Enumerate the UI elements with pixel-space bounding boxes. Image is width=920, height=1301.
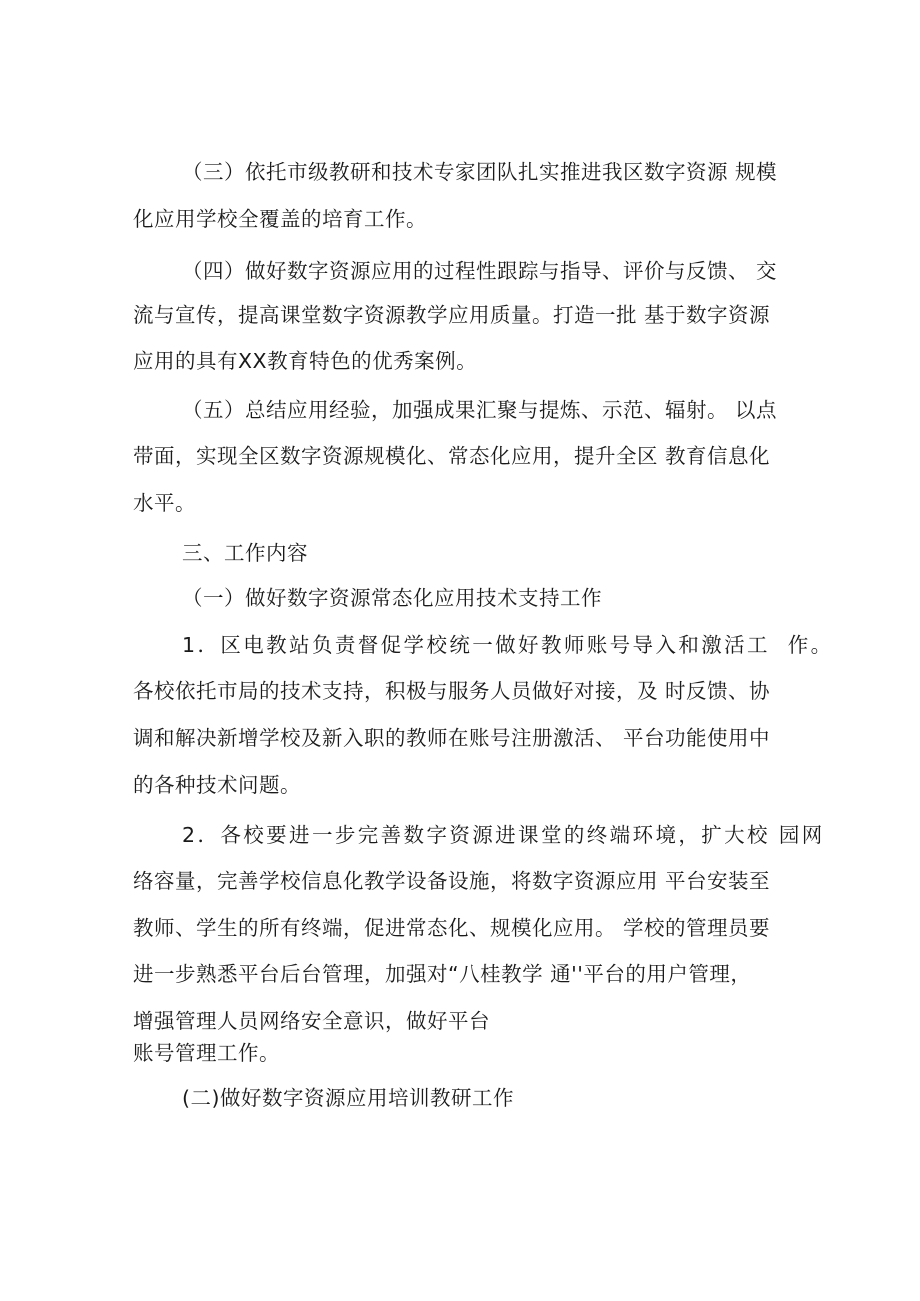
item-1-line-3: 调和解决新增学校及新入职的教师在账号注册激活、 平台功能使用中 bbox=[133, 726, 771, 750]
section-heading: 三、工作内容 bbox=[182, 541, 308, 565]
paragraph-3-line-1: （三）依托市级教研和技术专家团队扎实推进我区数字资源 规模 bbox=[182, 160, 778, 184]
subsection-heading-1: （一）做好数字资源常态化应用技术支持工作 bbox=[182, 586, 602, 610]
item-1-line-4: 的各种技术问题。 bbox=[133, 773, 301, 797]
subsection-heading-2: (二)做好数字资源应用培训教研工作 bbox=[182, 1086, 514, 1110]
item-2-line-4: 进一步熟悉平台后台管理，加强对“八桂教学 通''平台的用户管理， bbox=[133, 962, 752, 986]
item-2-line-1: 2．各校要进一步完善数字资源进课堂的终端环境，扩大校 园网 bbox=[182, 823, 825, 847]
paragraph-5-line-3: 水平。 bbox=[133, 491, 196, 515]
paragraph-4-line-2: 流与宣传，提高课堂数字资源教学应用质量。打造一批 基于数字资源 bbox=[133, 303, 771, 327]
paragraph-3-line-2: 化应用学校全覆盖的培育工作。 bbox=[133, 207, 427, 231]
paragraph-4-line-3: 应用的具有XX教育特色的优秀案例。 bbox=[133, 349, 478, 373]
item-1-line-2: 各校依托市局的技术支持，积极与服务人员做好对接，及 时反馈、协 bbox=[133, 679, 771, 703]
paragraph-5-line-1: （五）总结应用经验，加强成果汇聚与提炼、示范、辐射。 以点 bbox=[182, 398, 778, 422]
item-2-line-2: 络容量，完善学校信息化教学设备设施，将数字资源应用 平台安装至 bbox=[133, 869, 771, 893]
item-2-line-3: 教师、学生的所有终端，促进常态化、规模化应用。 学校的管理员要 bbox=[133, 916, 771, 940]
item-1-line-1: 1．区电教站负责督促学校统一做好教师账号导入和激活工 作。 bbox=[182, 633, 834, 657]
paragraph-4-line-1: （四）做好数字资源应用的过程性跟踪与指导、评价与反馈、 交 bbox=[182, 259, 778, 283]
item-2-line-5: 增强管理人员网络安全意识，做好平台 bbox=[133, 1009, 490, 1033]
item-2-line-6: 账号管理工作。 bbox=[133, 1041, 280, 1065]
paragraph-5-line-2: 带面，实现全区数字资源规模化、常态化应用，提升全区 教育信息化 bbox=[133, 444, 771, 468]
